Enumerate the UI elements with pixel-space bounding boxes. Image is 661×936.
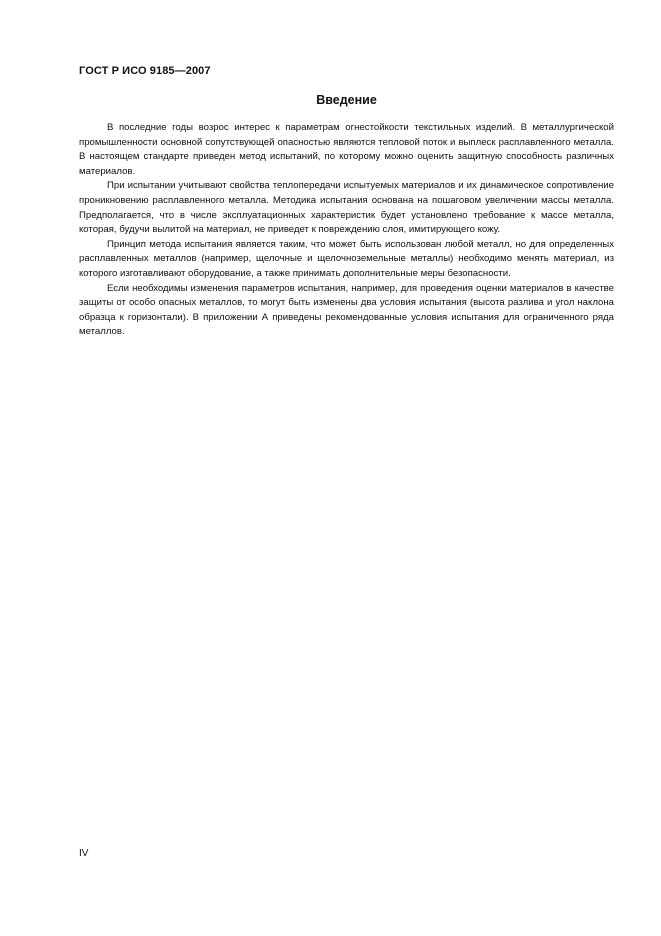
paragraph-2: При испытании учитывают свойства теплопередачи испытуемых материалов и их динамическое сопротивление проникновению расплавленного металла. Методика испытания основана на пошаговом увеличении массы металла. Предполагается, что в числе эксплуатационных характеристик будет установлено требование к массе металла, которая, будучи вылитой на материал, не приведет к повреждению слоя, имитирующего кожу. [79,180,614,236]
paragraph-4: Если необходимы изменения параметров испытания, например, для проведения оценки материалов в качестве защиты от особо опасных металлов, то могут быть изменены два условия испытания (высота разлива и угол наклона образца к горизонтали). В приложении А приведены рекомендованные условия испытания для ограниченного ряда металлов. [79,282,614,338]
document-header-code: ГОСТ Р ИСО 9185—2007 [79,65,211,77]
section-title: Введение [316,93,377,107]
paragraph-3: Принцип метода испытания является таким, что может быть использован любой металл, но для определенных расплавленных металлов (например, щелочные и щелочноземельные металлы) необходимо менять материал, из которого изготавливают оборудование, а также принимать дополнительные меры безопасности. [79,238,614,279]
paragraph-1: В последние годы возрос интерес к параметрам огнестойкости текстильных изделий. В металлургической промышленности основной сопутствующей опасностью являются тепловой поток и выплеск расплавленного металла. В настоящем стандарте приведен метод испытаний, по которому можно оценить защитную способность различных материалов. [79,122,614,177]
page-number: IV [79,848,89,859]
introduction-body [79,121,614,340]
